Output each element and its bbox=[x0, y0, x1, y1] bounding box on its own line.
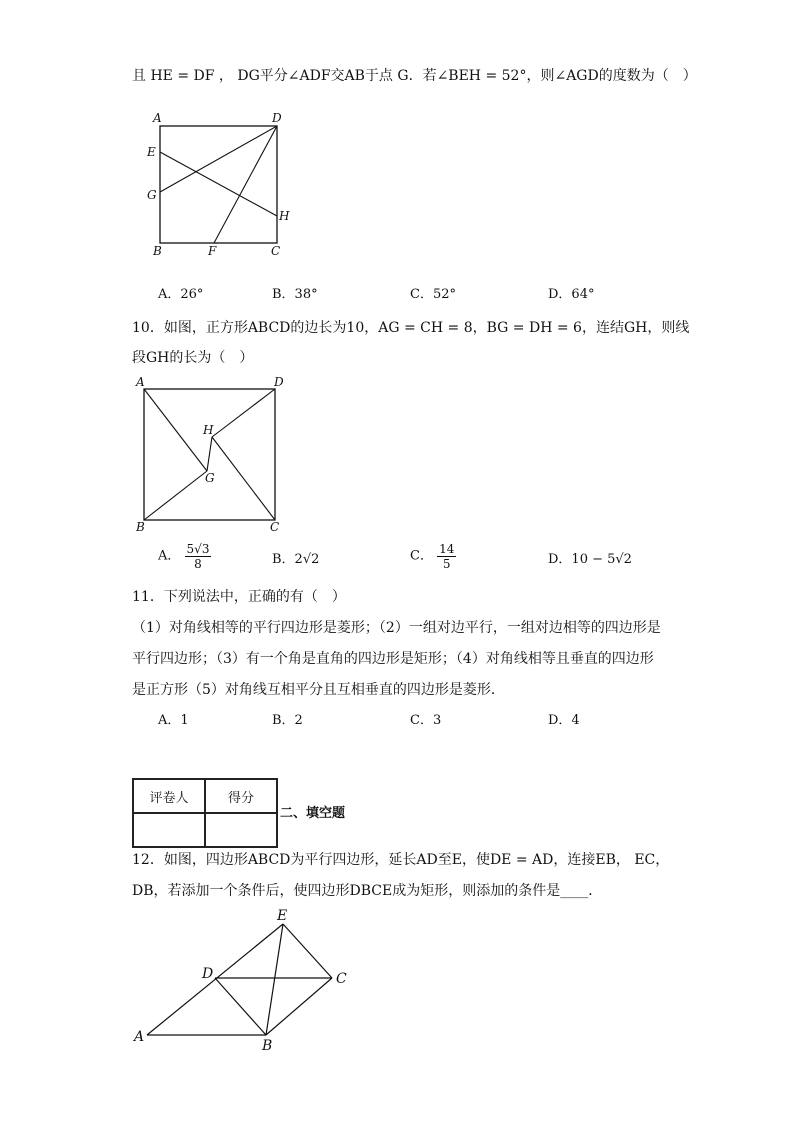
q10-option-c-denominator: 5 bbox=[442, 557, 451, 571]
q11-option-c: C．3 bbox=[410, 713, 442, 728]
score-table bbox=[132, 778, 278, 848]
q12-label-d: D bbox=[202, 966, 214, 982]
q12-label-a: A bbox=[134, 1029, 145, 1045]
q9-option-b: B．38° bbox=[272, 287, 318, 302]
q12-label-c: C bbox=[336, 971, 347, 987]
q11-line2: 平行四边形；（3）有一个角是直角的四边形是矩形；（4）对角线相等且垂直的四边形 bbox=[132, 651, 654, 667]
q9-label-c: C bbox=[271, 244, 281, 258]
q10-option-c-fraction bbox=[437, 542, 456, 571]
q9-option-a: A．26° bbox=[158, 287, 204, 302]
q10-option-b: B．2√2 bbox=[272, 552, 320, 567]
q9-label-b: B bbox=[153, 244, 162, 258]
q10-option-a-denominator: 8 bbox=[194, 557, 202, 571]
q10-option-a-prefix: A． bbox=[158, 548, 181, 564]
q9-label-e: E bbox=[147, 145, 156, 159]
q11-title: 11．下列说法中，正确的有（ ） bbox=[132, 589, 346, 605]
q10-option-c bbox=[410, 542, 456, 571]
q10-label-h: H bbox=[203, 423, 214, 437]
q9-option-d: D．64° bbox=[548, 287, 595, 302]
q10-option-a bbox=[158, 542, 211, 571]
q10-label-d: D bbox=[274, 375, 284, 389]
q11-line1: （1）对角线相等的平行四边形是菱形；（2）一组对边平行，一组对边相等的四边形是 bbox=[132, 620, 661, 636]
score-table-score-header: 得分 bbox=[205, 779, 277, 813]
score-table-grader-cell[interactable] bbox=[133, 813, 205, 847]
section-title: 二、填空题 bbox=[280, 806, 346, 821]
q9-figure bbox=[140, 110, 300, 260]
q10-label-a: A bbox=[136, 375, 145, 389]
q10-label-g: G bbox=[205, 471, 215, 485]
score-table-score-cell[interactable] bbox=[205, 813, 277, 847]
q9-text: 且 HE = DF ， DG平分∠ADF交AB于点 G．若∠BEH = 52°，则∠AGD的度数为（ ） bbox=[132, 68, 697, 84]
q10-option-d: D．10 − 5√2 bbox=[548, 552, 632, 567]
q11-option-a: A．1 bbox=[158, 713, 189, 728]
q12-label-e: E bbox=[277, 908, 288, 924]
q10-option-c-numerator: 14 bbox=[439, 542, 455, 556]
q9-label-f: F bbox=[208, 244, 217, 258]
q11-option-d: D．4 bbox=[548, 713, 580, 728]
q10-line1: 10．如图，正方形ABCD的边长为10，AG = CH = 8，BG = DH = 6，连结GH，则线 bbox=[132, 320, 690, 336]
q10-figure bbox=[134, 376, 294, 536]
q11-option-b: B．2 bbox=[272, 713, 303, 728]
q11-line3: 是正方形（5）对角线互相平分且互相垂直的四边形是菱形． bbox=[132, 682, 505, 698]
q9-label-g: G bbox=[147, 188, 157, 202]
q12-line1: 12．如图，四边形ABCD为平行四边形，延长AD至E，使DE = AD，连接EB， EC， bbox=[132, 852, 670, 868]
q12-figure bbox=[130, 906, 360, 1056]
q12-label-b: B bbox=[262, 1038, 273, 1054]
score-table-grader-header: 评卷人 bbox=[133, 779, 205, 813]
q10-label-c: C bbox=[270, 520, 280, 534]
q9-label-d: D bbox=[272, 111, 282, 125]
q9-label-h: H bbox=[279, 209, 290, 223]
q12-line2: DB，若添加一个条件后，使四边形DBCE成为矩形，则添加的条件是____． bbox=[132, 883, 603, 899]
q9-option-c: C．52° bbox=[410, 287, 456, 302]
q10-line2: 段GH的长为（ ） bbox=[132, 350, 254, 366]
q9-label-a: A bbox=[153, 111, 162, 125]
q10-option-c-prefix: C． bbox=[410, 548, 433, 564]
q10-option-a-numerator: 5√3 bbox=[186, 542, 210, 556]
q10-label-b: B bbox=[136, 520, 145, 534]
q10-option-a-fraction bbox=[185, 542, 212, 571]
